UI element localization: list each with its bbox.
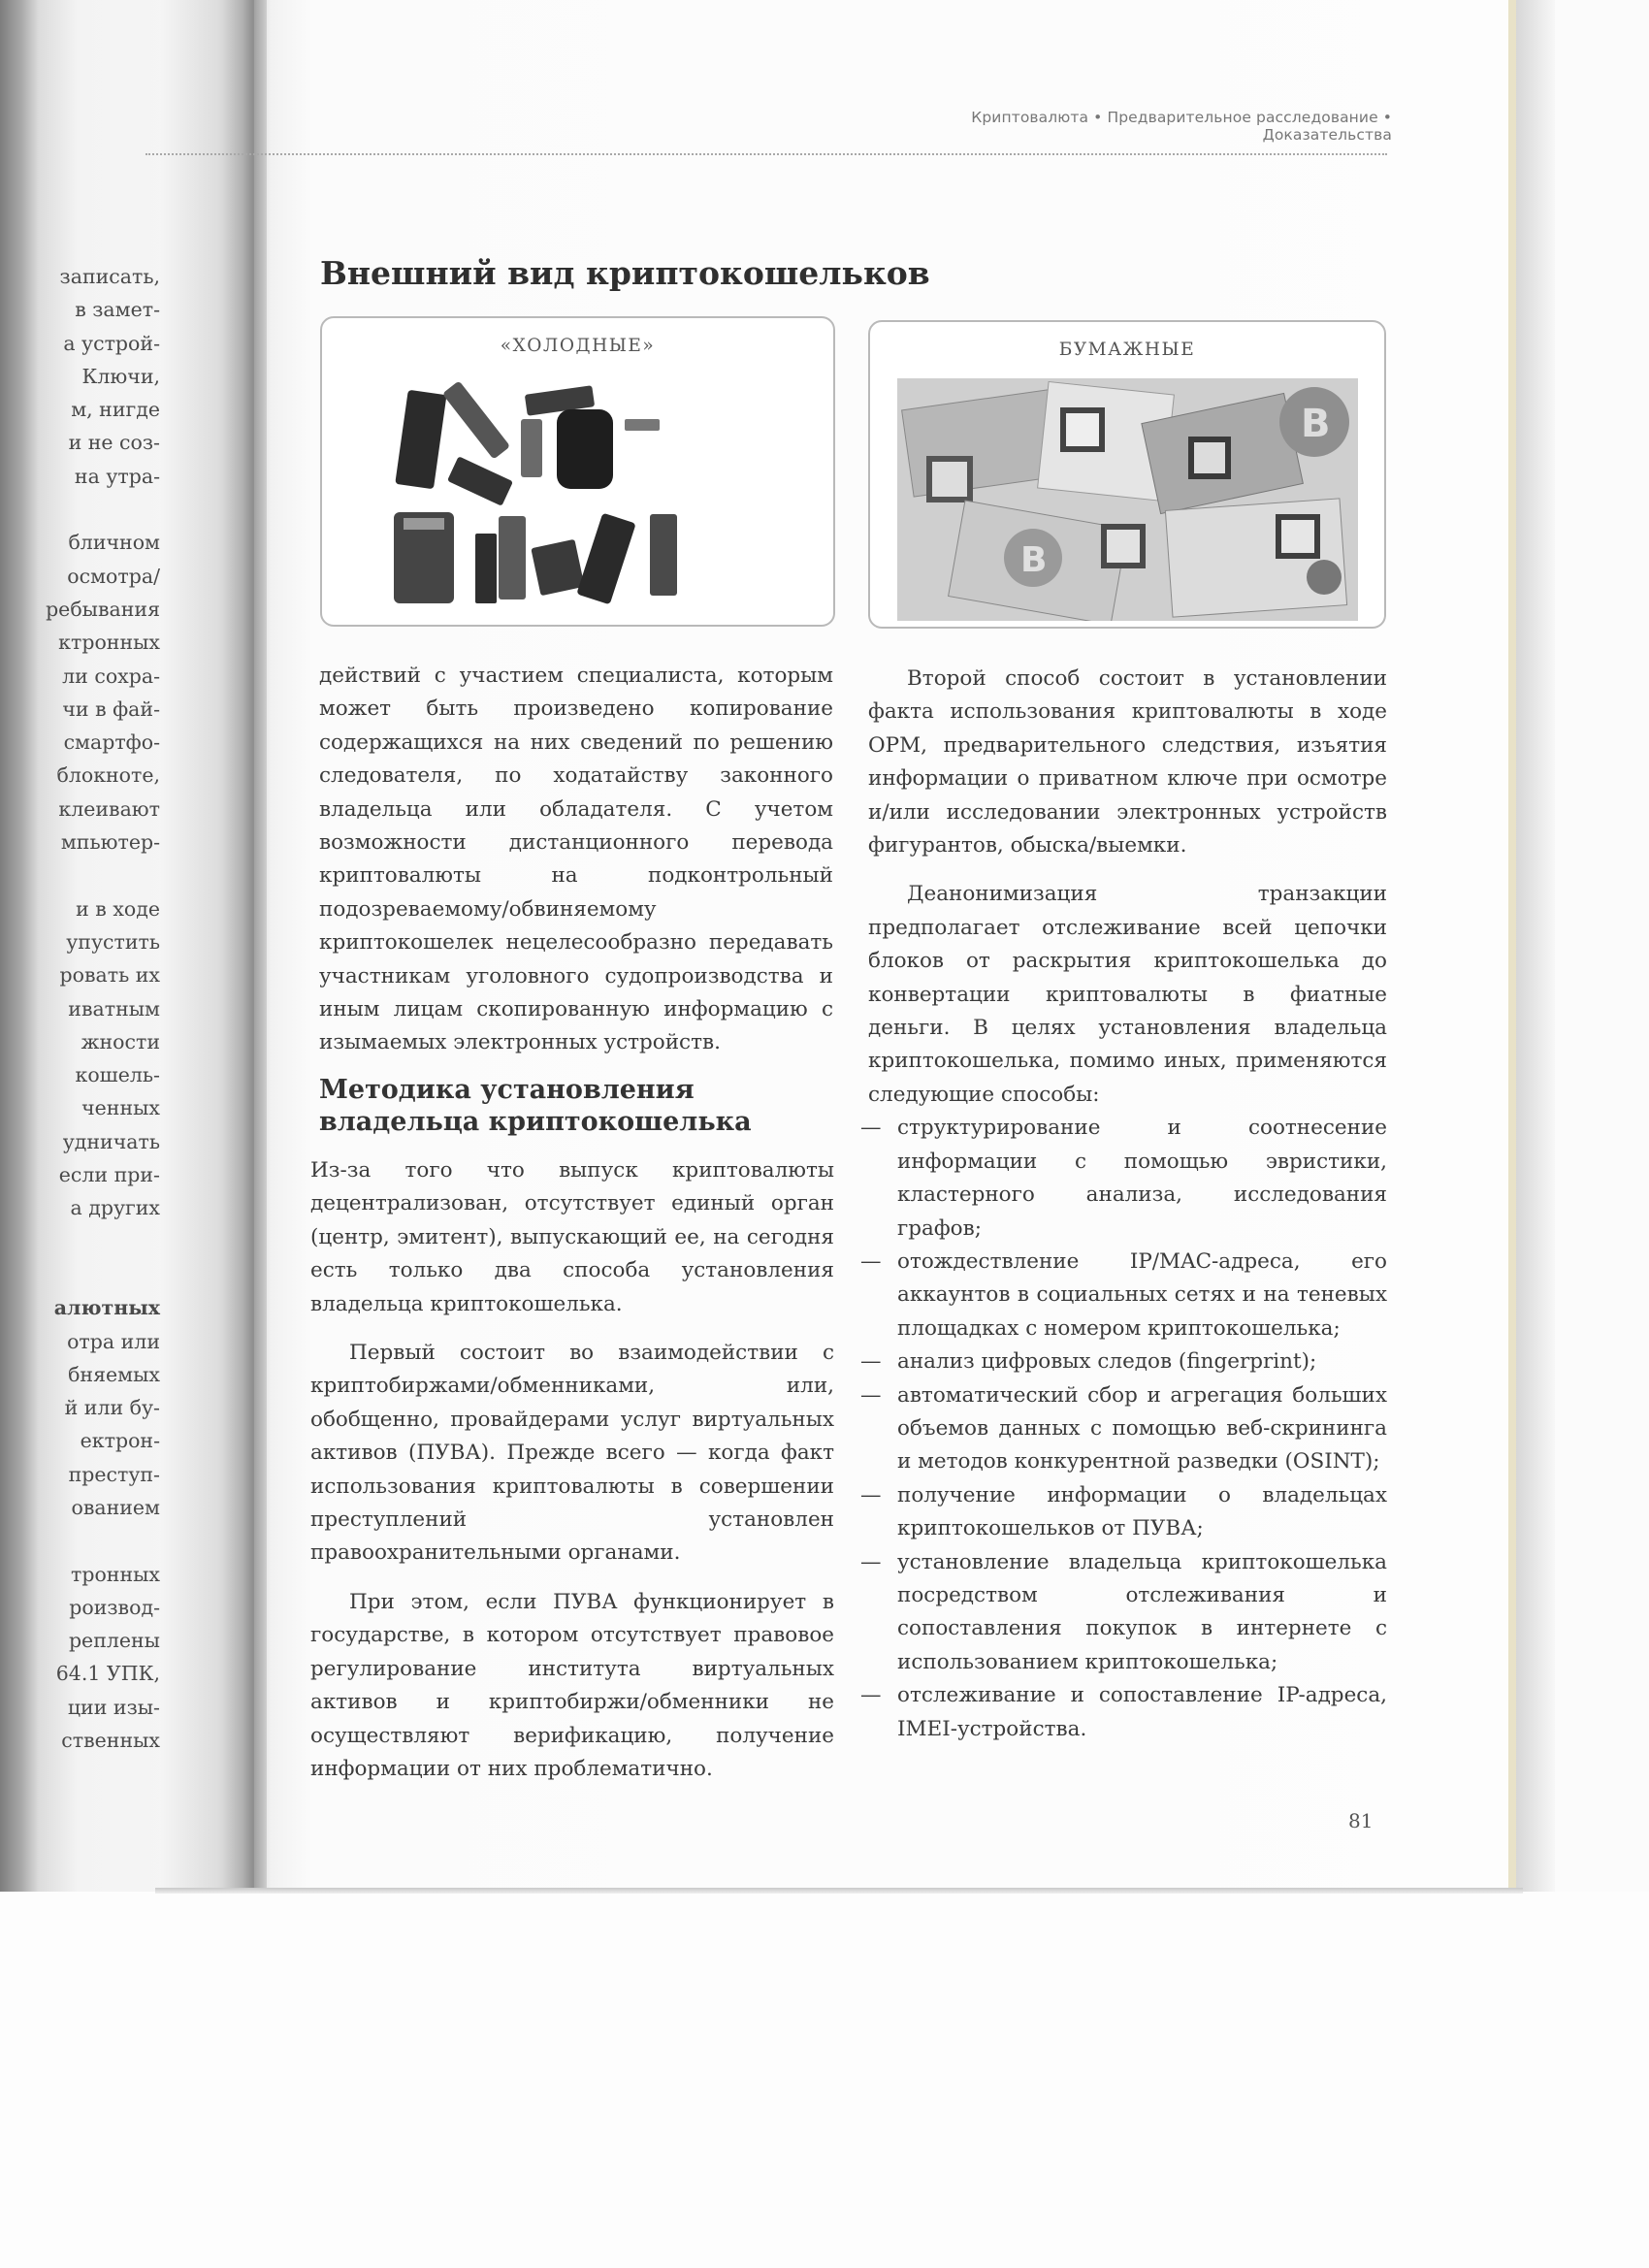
list-item: — автоматический сбор и агрегация больших объемов данных с помощью веб-скрининга и методов конкурентной разведки (OSINT); — [860, 1379, 1387, 1479]
right-column — [868, 663, 1387, 1746]
right-paragraph-1: Второй способ состоит в установлении факта использования криптовалюты в ходе ОРМ, предварительного следствия, изъятия информации о приватном ключе при осмотре и/или исследовании электронных устройств фигурантов, обыска/выемки. — [868, 666, 1387, 859]
left-page-fragment: й или бу- — [64, 1396, 160, 1420]
left-paragraph-1: действий с участием специалиста, которым может быть произведено копирование содержащихся на них сведений по решению следователя, по ходатайству законного владельца или обладателя. С учетом возможности дистанционного перевода криптовалюты на подконтрольный подозреваемому/обвиняемому криптокошелек нецелесообразно передавать участникам уголовного судопроизводства и иным лицам скопированную информацию с изымаемых электронных устройств. — [319, 664, 833, 1055]
left-page-fragment: смартфо- — [63, 730, 160, 755]
left-page-fragment: ектрон- — [80, 1429, 160, 1453]
methods-list — [868, 1112, 1387, 1746]
right-paragraph-2: Деанонимизация транзакции предполагает отслеживание всей цепочки блоков от раскрытия криптокошелька до конвертации криптовалюты в фиатные деньги. В целях установления владельца криптокошелька, помимо иных, применяются следующие способы: — [868, 882, 1387, 1107]
left-page-fragment: а устрой- — [63, 331, 160, 355]
page-number: 81 — [1348, 1809, 1374, 1832]
left-page-fragment: кошель- — [75, 1063, 160, 1087]
left-page-fragment — [0, 1225, 160, 1258]
left-page-fragment: осмотра/ — [67, 564, 160, 588]
device-9 — [499, 516, 526, 599]
left-page-fragment: ктронных — [58, 631, 160, 655]
paper-wallets-photo — [897, 378, 1358, 621]
running-head: Криптовалюта • Предварительное расследование • Доказательства — [971, 109, 1392, 144]
left-page-fragment: иватным — [68, 996, 160, 1021]
left-page-fragment: если при- — [58, 1163, 160, 1187]
left-page-fragment: отра или — [67, 1329, 160, 1353]
paper-wallets-label: БУМАЖНЫЕ — [1058, 340, 1196, 360]
left-page-fragment: преступ- — [68, 1462, 160, 1486]
left-page-fragment: и в ходе — [76, 896, 160, 921]
left-page-fragment: бняемых — [68, 1362, 160, 1386]
left-page-fragment — [0, 1524, 160, 1557]
list-item: — установление владельца криптокошелька посредством отслеживания и сопоставления покупок в интернете с использованием криптокошелька; — [860, 1546, 1387, 1680]
device-2 — [442, 380, 510, 459]
svg-text:B: B — [1020, 540, 1048, 580]
list-item: — отождествление IP/MAC-адреса, его аккаунтов в социальных сетях и на теневых площадках с номером криптокошелька; — [860, 1246, 1387, 1345]
list-item: — анализ цифровых следов (fingerprint); — [860, 1345, 1387, 1378]
left-column-bottom — [310, 1154, 834, 1801]
left-page-fragment: ченных — [81, 1096, 160, 1120]
left-page-fragment: ованием — [71, 1495, 160, 1519]
left-page-fragment: ребывания — [46, 597, 160, 621]
device-12 — [650, 514, 677, 596]
section-title: Внешний вид криптокошельков — [320, 254, 930, 292]
left-page-fragment: на утра- — [74, 464, 160, 488]
page-edge-shadow — [1516, 0, 1555, 1892]
page-bottom-edge — [155, 1888, 1523, 1894]
device-7-screen — [404, 518, 444, 530]
bitcoin-coin-3 — [1307, 560, 1342, 595]
left-page-fragment: ли сохра- — [62, 664, 160, 688]
left-page-fragment: в замет- — [75, 298, 160, 322]
device-5 — [557, 409, 613, 489]
left-page-fragment: реплены — [68, 1629, 160, 1653]
hardware-wallets-photo — [390, 371, 768, 613]
left-page-fragment: тронных — [70, 1562, 160, 1586]
left-page-fragment: роизвод- — [69, 1595, 160, 1619]
left-page-fragment: блокноте, — [56, 763, 160, 788]
left-page-fragment: а других — [70, 1196, 160, 1220]
device-1 — [395, 390, 446, 490]
scanner-bed — [0, 1892, 1649, 2268]
left-page-fragment: м, нигде — [71, 398, 160, 422]
left-column-top — [319, 660, 833, 1060]
book-fold-shadow — [160, 0, 267, 1892]
subsection-heading: Методика установления владельца криптокошелька — [319, 1075, 752, 1137]
left-paragraph-3: Первый состоит во взаимодействии с криптобиржами/обменниками, или, обобщенно, провайдерами услуг виртуальных активов (ПУВА). Прежде всего — когда факт использования криптовалюты в совершении преступлений установлен правоохранительными органами. — [310, 1341, 834, 1566]
left-page-fragment: чи в фай- — [62, 697, 160, 721]
left-page-fragment — [0, 493, 160, 526]
left-page-fragment: удничать — [62, 1129, 160, 1153]
svg-text:B: B — [1301, 402, 1331, 446]
left-page-fragment: и не соз- — [68, 431, 160, 455]
left-page-fragment: мпьютер- — [60, 830, 160, 855]
left-page-fragment: клеивают — [58, 796, 160, 821]
device-13 — [625, 419, 660, 431]
header-dotted-rule — [146, 153, 1387, 155]
left-page-fragment: Ключи, — [81, 364, 160, 388]
left-paragraph-4: При этом, если ПУВА функционирует в государстве, в котором отсутствует правовое регулирование института виртуальных активов и криптобиржи/обменники не осуществляют верификацию, получение информации от них проблематично. — [310, 1589, 834, 1781]
list-item: — структурирование и соотнесение информации с помощью эвристики, кластерного анализа, исследования графов; — [860, 1112, 1387, 1246]
cold-wallets-figure — [320, 316, 835, 627]
left-page-fragment: алютных — [53, 1296, 160, 1320]
paper-wallets-figure — [868, 320, 1386, 629]
left-page-fragment: 64.1 УПК, — [55, 1662, 160, 1686]
previous-page-text-fragments — [0, 260, 160, 1757]
left-page-fragment: упустить — [66, 929, 160, 954]
left-page-fragment — [0, 859, 160, 891]
left-page-fragment: ровать их — [59, 963, 160, 988]
device-11 — [576, 513, 635, 605]
device-4 — [521, 419, 542, 477]
list-item: — получение информации о владельцах криптокошельков от ПУВА; — [860, 1479, 1387, 1546]
left-paragraph-2: Из-за того что выпуск криптовалюты децентрализован, отсутствует единый орган (центр, эмитент), выпускающий ее, на сегодня есть только два способа установления владельца криптокошелька. — [310, 1158, 834, 1316]
device-6 — [447, 456, 513, 506]
left-page-fragment: жности — [81, 1029, 160, 1053]
left-page-fragment: ственных — [61, 1729, 160, 1753]
list-item: — отслеживание и сопоставление IP-адреса, IMEI-устройства. — [860, 1679, 1387, 1746]
left-page-fragment: бличном — [68, 531, 160, 555]
left-page-fragment — [0, 1258, 160, 1291]
left-page-fragment: записать, — [59, 265, 160, 288]
device-10 — [531, 539, 584, 596]
left-page-fragment: ции изы- — [67, 1695, 160, 1719]
page-edge — [1508, 0, 1516, 1892]
cold-wallets-label: «ХОЛОДНЫЕ» — [500, 336, 656, 356]
device-8 — [475, 534, 497, 603]
